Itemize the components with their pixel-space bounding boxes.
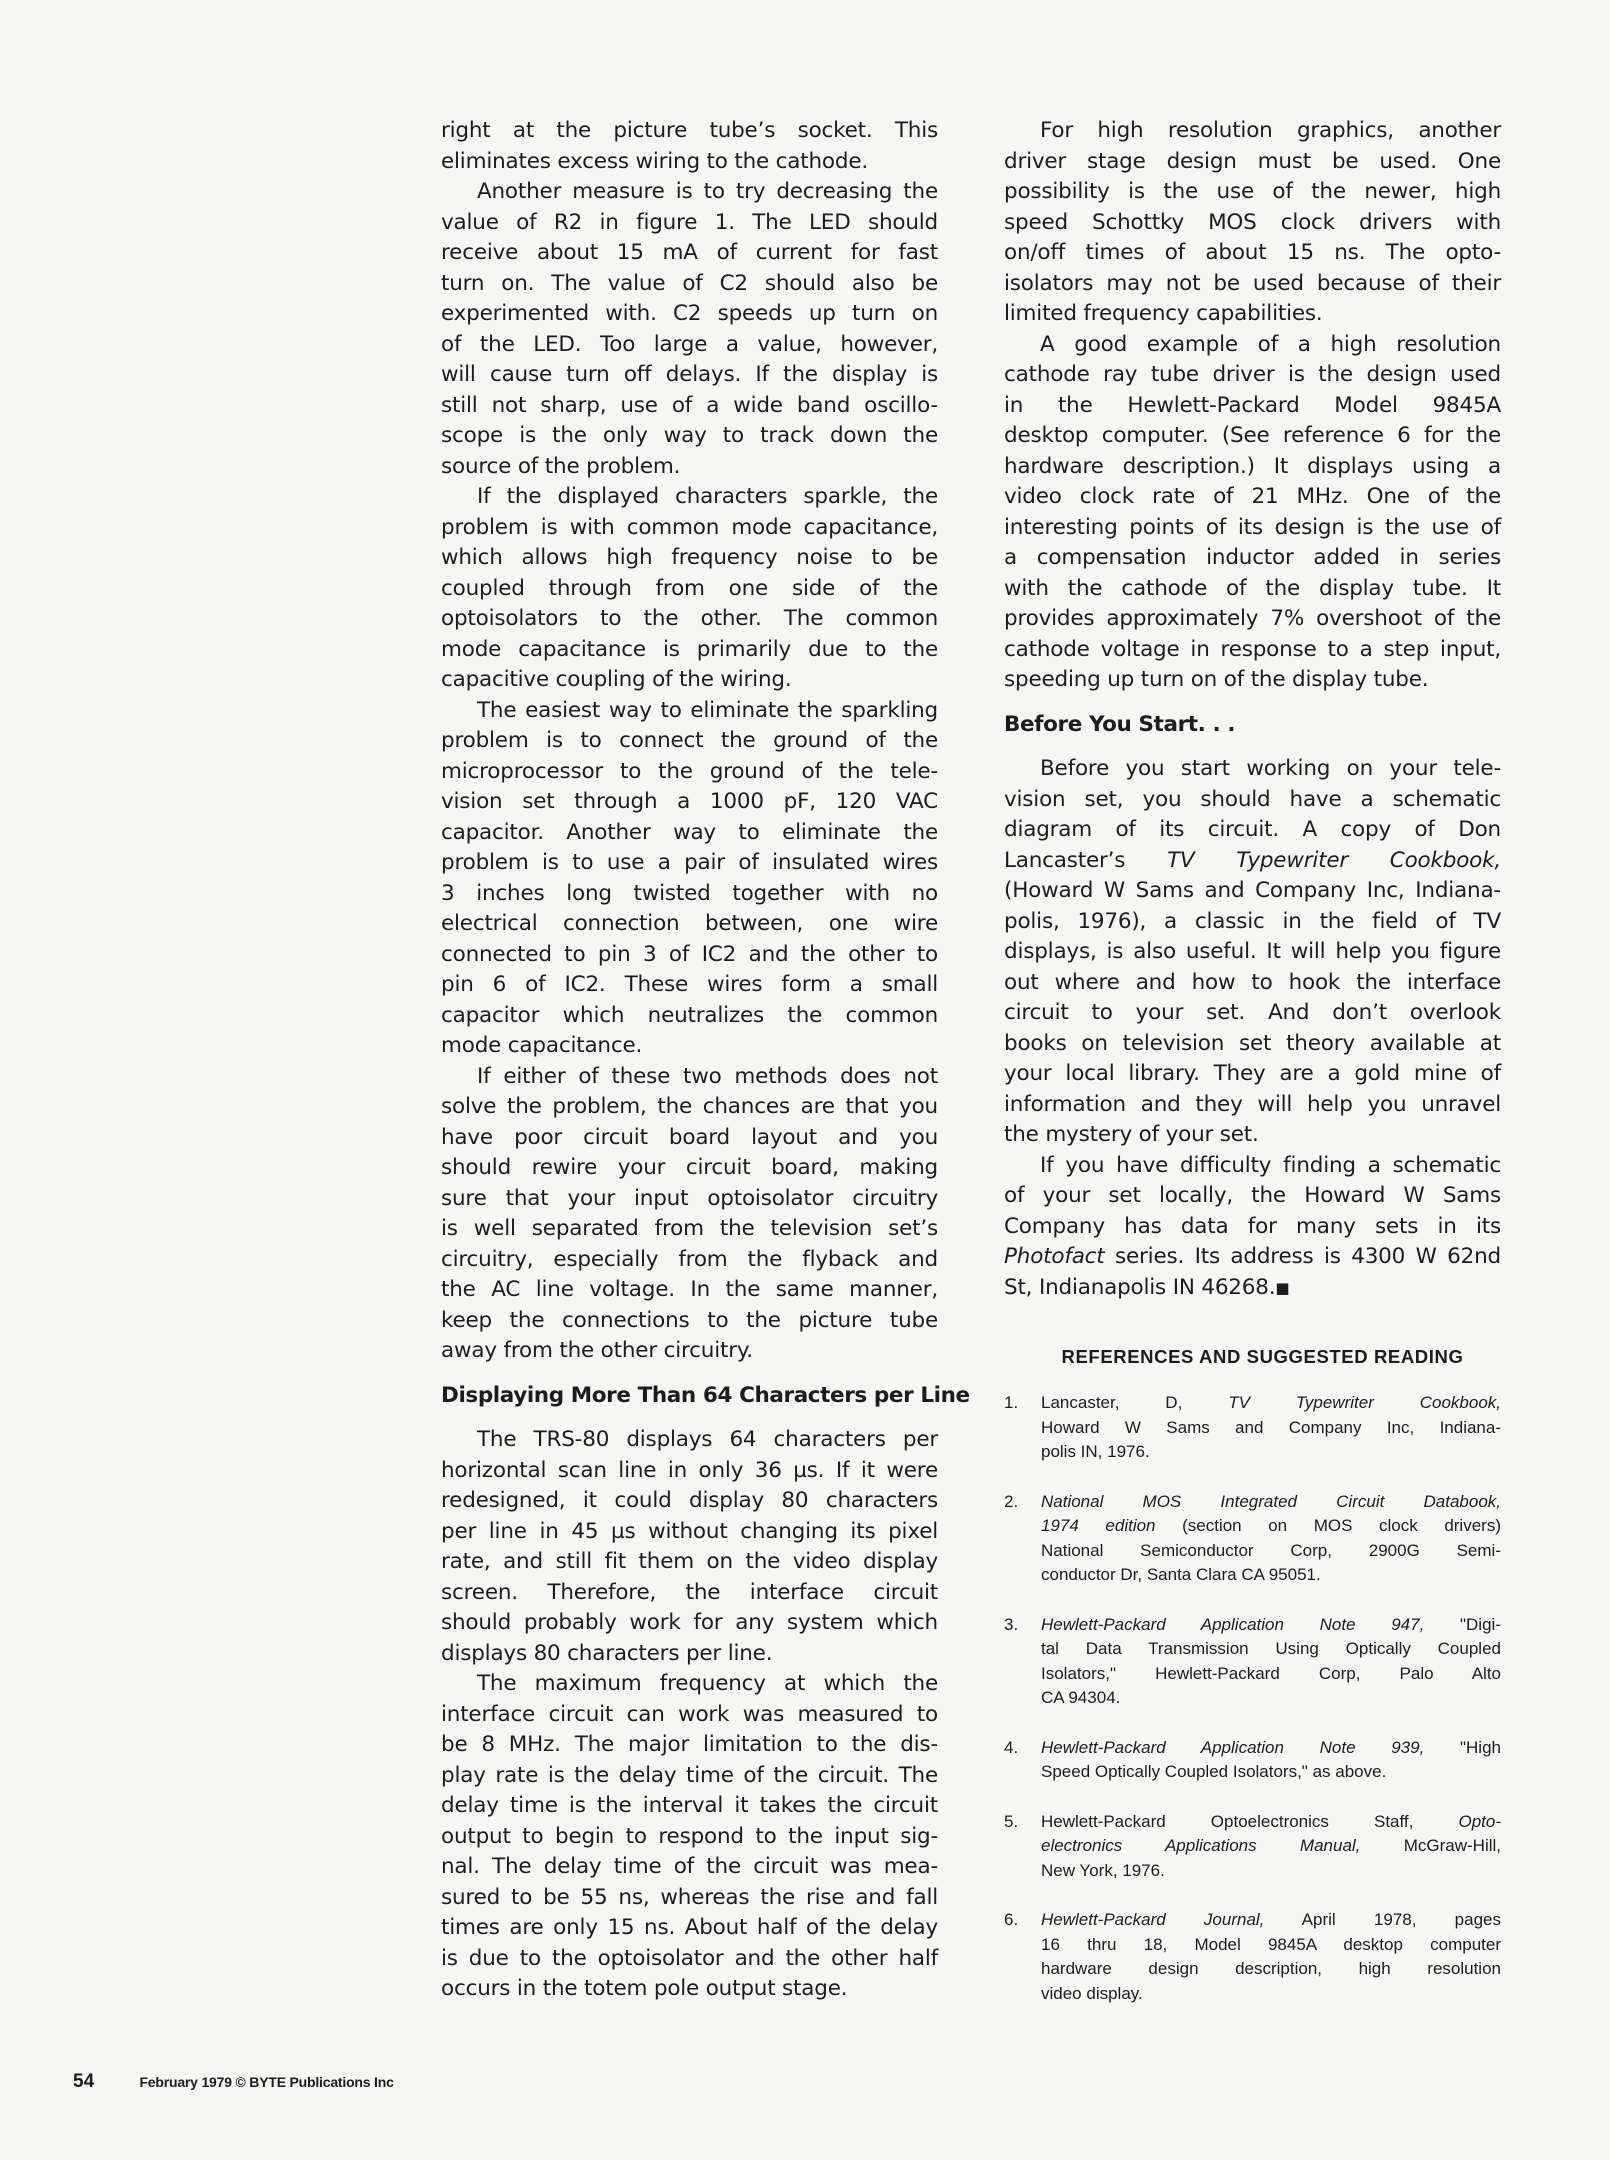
reference-line [1041,1834,1501,1859]
text-run: St, Indianapolis IN 46268. [1004,1274,1276,1300]
text-line: occurs in the totem pole output stage. [441,1976,848,2001]
reference-item [1004,1810,1501,1884]
reference-line: hardware design description, high resolution [1041,1959,1501,1978]
title-italic: Hewlett-Packard Application Note 939, [1041,1737,1425,1757]
reference-item [1004,1613,1501,1711]
text-line: keep the connections to the picture tube [441,1307,938,1333]
text-line: displays, is also useful. It will help you figure [1004,939,1501,964]
text-run: April 1978, pages [1264,1910,1501,1929]
text-line: a compensation inductor added in series [1004,545,1501,570]
text-line: circuitry, especially from the flyback and [441,1246,938,1272]
reference-number: 3. [1004,1614,1019,1634]
text-line: provides approximately 7% overshoot of the [1004,606,1501,631]
end-mark-icon: ■ [1275,1278,1290,1297]
reference-line: polis IN, 1976. [1041,1442,1150,1461]
text-line: redesigned, it could display 80 characters [441,1488,938,1513]
text-line: experimented with. C2 speeds up turn on [441,301,938,326]
text-line: is due to the optoisolator and the other half [441,1945,938,1971]
text-run: "Digi- [1424,1614,1501,1634]
section-heading-displaying-more: Displaying More Than 64 Characters per Line [441,1382,970,1408]
text-line: cathode ray tube driver is the design used [1004,362,1501,387]
reference-line: Isolators," Hewlett-Packard Corp, Palo Alto [1041,1663,1501,1683]
title-italic: Opto- [1458,1811,1501,1831]
text-line: microprocessor to the ground of the tele- [441,758,938,784]
text-run: series. Its address is 4300 W 62nd [1104,1244,1501,1269]
text-line: receive about 15 mA of current for fast [441,240,938,265]
text-line: play rate is the delay time of the circuit. The [441,1762,938,1788]
text-line [1004,846,1501,877]
text-line: solve the problem, the chances are that you [441,1094,938,1119]
title-italic: TV Typewriter Cookbook, [1228,1393,1502,1412]
text-line: turn on. The value of C2 should also be [441,270,938,296]
spacer [1004,1371,1501,1391]
text-line: capacitive coupling of the wiring. [441,667,792,692]
text-line: speed Schottky MOS clock drivers with [1004,209,1501,235]
text-line: Before you start working on your tele- [1040,756,1501,781]
spacer [1004,696,1501,710]
text-line: driver stage design must be used. One [1004,148,1501,174]
text-run: Lancaster, D, [1041,1393,1229,1412]
text-line: sured to be 55 ns, whereas the rise and fall [441,1884,938,1910]
text-line: output to begin to respond to the input sig- [441,1823,938,1849]
text-line: problem is to use a pair of insulated wires [441,850,938,875]
text-line: Another measure is to try decreasing the [477,179,938,204]
text-line: books on television set theory available at [1004,1030,1501,1056]
reference-number: 1. [1004,1393,1019,1412]
reference-line: tal Data Transmission Using Optically Coupled [1041,1639,1501,1658]
text-line: The easiest way to eliminate the sparkling [477,697,938,723]
paragraph [441,1062,938,1367]
text-line: delay time is the interval it takes the circuit [441,1793,938,1818]
reference-line [1041,1490,1501,1515]
text-line: isolators may not be used because of their [1004,270,1501,296]
text-run: Lancaster’s [1004,847,1126,873]
title-italic: Hewlett-Packard Application Note 947, [1041,1614,1425,1634]
text-line: limited frequency capabilities. [1004,301,1323,326]
text-line: cathode voltage in response to a step input, [1004,636,1501,662]
text-line: away from the other circuitry. [441,1338,753,1363]
paragraph [441,177,938,482]
text-line: The maximum frequency at which the [477,1671,938,1696]
text-line: should probably work for any system which [441,1610,938,1635]
series-name-italic: Photofact [1004,1244,1105,1269]
text-line: be 8 MHz. The major limitation to the dis- [441,1732,938,1757]
reference-line: video display. [1041,1983,1143,2003]
text-line: capacitor which neutralizes the common [441,1002,938,1028]
paragraph [441,482,938,696]
text-line: interface circuit can work was measured to [441,1701,938,1727]
publication-credit: February 1979 © BYTE Publications Inc [139,2074,394,2090]
text-line: circuit to your set. And don’t overlook [1004,1000,1501,1025]
section-heading-before-you-start: Before You Start. . . [1004,711,1236,737]
text-line: in the Hewlett-Packard Model 9845A [1004,392,1501,418]
text-line: eliminates excess wiring to the cathode. [441,148,868,174]
text-line: information and they will help you unravel [1004,1091,1501,1117]
paragraph [441,1669,938,2005]
paragraph-photofact [1004,1151,1501,1304]
text-line: is well separated from the television set’s [441,1216,938,1241]
title-italic: electronics Applications Manual, [1041,1836,1361,1855]
reference-number: 2. [1004,1491,1019,1511]
reference-line [1041,1736,1501,1761]
text-line: still not sharp, use of a wide band oscillo- [441,392,938,418]
text-line: which allows high frequency noise to be [441,545,938,570]
left-column [441,116,970,2005]
reference-line [1041,1810,1501,1835]
text-line: If either of these two methods does not [477,1063,938,1089]
text-line: If the displayed characters sparkle, the [477,484,938,509]
reference-item [1004,1391,1501,1465]
text-line: A good example of a high resolution [1040,331,1501,357]
reference-item [1004,1908,1501,2006]
paragraph [441,1425,938,1669]
text-run: "High [1424,1737,1501,1757]
text-line: polis, 1976), a classic in the field of TV [1004,908,1501,934]
page-number: 54 [73,2071,95,2092]
references-heading: REFERENCES AND SUGGESTED READING [1061,1346,1464,1367]
text-line: out where and how to hook the interface [1004,969,1501,995]
reference-number: 6. [1004,1910,1019,1929]
text-line: coupled through from one side of the [441,575,938,601]
text-line: your local library. They are a gold mine of [1004,1061,1501,1086]
title-italic: National MOS Integrated Circuit Databook, [1041,1491,1501,1511]
reference-item [1004,1736,1501,1785]
reference-line: New York, 1976. [1041,1860,1165,1880]
text-line: video clock rate of 21 MHz. One of the [1004,484,1501,509]
reference-item [1004,1490,1501,1588]
spacer [1004,740,1501,754]
text-line: For high resolution graphics, another [1040,118,1501,143]
reference-line [1041,1908,1501,1933]
reference-line [1041,1391,1501,1416]
paragraph [1004,330,1501,696]
text-line: times are only 15 ns. About half of the delay [441,1915,938,1940]
reference-number: 5. [1004,1811,1019,1831]
text-line: right at the picture tube’s socket. This [441,118,938,143]
text-line: possibility is the use of the newer, high [1004,179,1501,204]
text-line: problem is with common mode capacitance, [441,514,938,540]
text-line: rate, and still fit them on the video display [441,1549,938,1574]
reference-line [1041,1514,1501,1539]
text-line: desktop computer. (See reference 6 for the [1004,423,1501,448]
paragraph [441,696,938,1062]
text-line: diagram of its circuit. A copy of Don [1004,817,1501,842]
text-line: of your set locally, the Howard W Sams [1004,1183,1501,1208]
text-line: capacitor. Another way to eliminate the [441,819,938,845]
reference-line [1041,1613,1501,1638]
text-line: scope is the only way to track down the [441,423,938,448]
text-run: Hewlett-Packard Optoelectronics Staff, [1041,1811,1459,1831]
text-run: McGraw-Hill, [1360,1836,1501,1855]
right-column [1004,116,1501,2031]
text-line: nal. The delay time of the circuit was mea- [441,1854,938,1879]
title-italic: Hewlett-Packard Journal, [1041,1910,1265,1929]
text-line: the AC line voltage. In the same manner, [441,1277,938,1302]
text-line [1004,1273,1501,1304]
reference-line: National Semiconductor Corp, 2900G Semi- [1041,1540,1501,1560]
text-line: should rewire your circuit board, making [441,1155,938,1180]
text-line: of the LED. Too large a value, however, [441,331,938,357]
text-line [1004,1242,1501,1273]
reference-number: 4. [1004,1737,1019,1757]
text-line: sure that your input optoisolator circuitry [441,1185,938,1211]
spacer [441,1411,938,1425]
references-list [1004,1391,1501,2006]
text-run: (section on MOS clock drivers) [1155,1516,1501,1535]
text-line: have poor circuit board layout and you [441,1124,938,1150]
text-line: interesting points of its design is the use of [1004,514,1501,540]
spacer [441,1367,938,1381]
text-line: electrical connection between, one wire [441,911,938,936]
reference-line: conductor Dr, Santa Clara CA 95051. [1041,1565,1321,1584]
text-line: source of the problem. [441,453,681,479]
text-line: problem is to connect the ground of the [441,728,938,753]
paragraph [441,116,938,177]
text-line: pin 6 of IC2. These wires form a small [441,972,938,997]
text-line: screen. Therefore, the interface circuit [441,1579,938,1605]
text-line: Company has data for many sets in its [1004,1213,1501,1239]
text-line: vision set, you should have a schematic [1004,786,1501,812]
book-title-italic: TV Typewriter Cookbook, [1167,847,1501,873]
reference-line: Speed Optically Coupled Isolators," as above. [1041,1762,1387,1781]
text-line: on/off times of about 15 ns. The opto- [1004,240,1501,265]
text-line: speeding up turn on of the display tube. [1004,667,1429,692]
reference-line: 16 thru 18, Model 9845A desktop computer [1041,1934,1501,1954]
reference-line: CA 94304. [1041,1688,1121,1707]
text-line: (Howard W Sams and Company Inc, Indiana- [1004,878,1501,903]
text-line: horizontal scan line in only 36 µs. If it were [441,1457,938,1483]
title-italic: 1974 edition [1041,1516,1156,1535]
spacer [1004,1303,1501,1343]
text-line: If you have difficulty finding a schematic [1040,1152,1501,1178]
reference-line: Howard W Sams and Company Inc, Indiana- [1041,1417,1501,1437]
text-line: optoisolators to the other. The common [441,606,938,631]
text-line: displays 80 characters per line. [441,1640,773,1666]
paragraph [1004,116,1501,330]
text-line: 3 inches long twisted together with no [441,880,938,906]
text-line: will cause turn off delays. If the display is [441,362,938,387]
text-line: mode capacitance. [441,1033,643,1058]
text-line: connected to pin 3 of IC2 and the other to [441,941,938,967]
text-line: value of R2 in figure 1. The LED should [441,209,938,235]
text-line: with the cathode of the display tube. It [1004,575,1501,601]
text-line: The TRS-80 displays 64 characters per [477,1427,938,1452]
text-line: per line in 45 µs without changing its pixel [441,1518,938,1544]
text-line: the mystery of your set. [1004,1122,1259,1147]
page-footer [73,2071,394,2093]
paragraph-before-you-start [1004,754,1501,1151]
text-line: vision set through a 1000 pF, 120 VAC [441,789,938,814]
text-line: hardware description.) It displays using a [1004,453,1501,479]
text-line: mode capacitance is primarily due to the [441,636,938,662]
